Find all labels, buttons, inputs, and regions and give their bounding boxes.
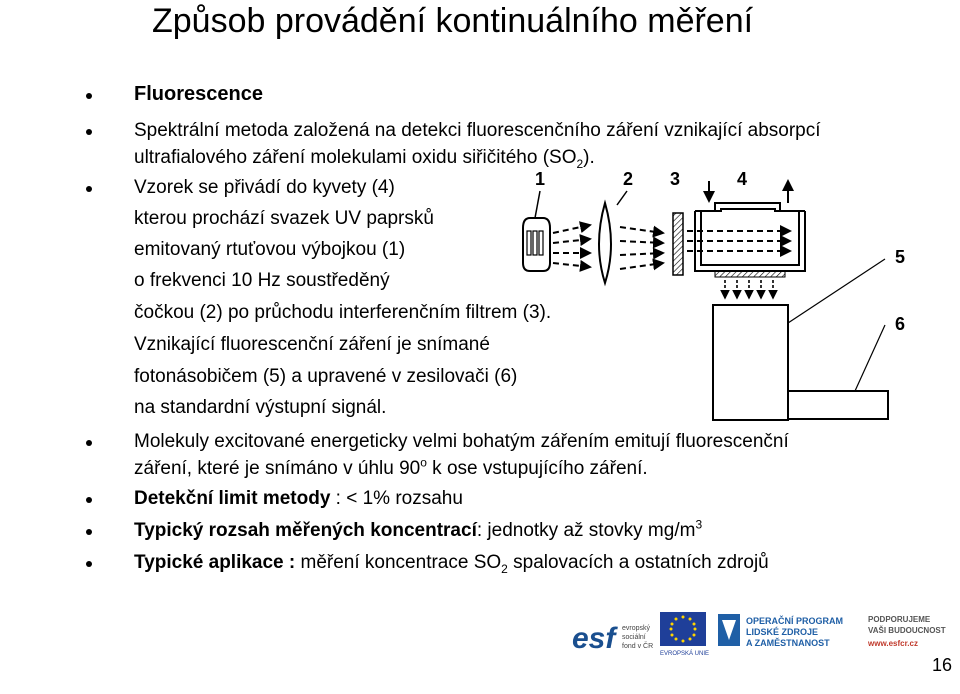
- bullet-fluorescence: Fluorescence: [134, 83, 263, 105]
- svg-text:VAŠI BUDOUCNOST: VAŠI BUDOUCNOST: [868, 626, 946, 635]
- uv-beams-3: [687, 231, 790, 251]
- amplifier: [788, 391, 888, 419]
- subscript: 2: [576, 156, 584, 171]
- sample-line-5: čočkou (2) po průchodu interferenčním filtrem (3).: [134, 302, 552, 323]
- molecules-text: záření, které je snímáno v úhlu 90: [134, 458, 421, 479]
- bullet-detection: [134, 484, 463, 513]
- bullet-spectral-line1: Spektrální metoda založená na detekci fluorescenčního záření vznikající absorpcí: [134, 120, 821, 141]
- molecules-text-end: k ose vstupujícího záření.: [426, 458, 648, 479]
- bullet-dot: [86, 129, 92, 135]
- bullet-applications: [134, 548, 769, 577]
- apps-rest: měření koncentrace SO: [295, 552, 502, 573]
- bullet-molecules-line2: [134, 454, 648, 483]
- sample-line-1: Vzorek se přivádí do kyvety (4): [134, 177, 395, 198]
- spectral-text: ultrafialového záření molekulami oxidu siřičitého (SO: [134, 147, 577, 168]
- svg-text:A ZAMĚSTNANOST: A ZAMĚSTNANOST: [746, 638, 830, 648]
- eu-flag-icon: [660, 612, 709, 657]
- uv-beams-2: [620, 227, 663, 269]
- fluorescence-arrows: [725, 280, 773, 298]
- svg-text:evropský: evropský: [622, 625, 651, 632]
- mercury-lamp: [523, 218, 550, 271]
- range-bold: Typický rozsah měřených koncentrací: [134, 520, 477, 541]
- detection-rest: : < 1% rozsahu: [330, 488, 463, 509]
- bullet-dot: [86, 497, 92, 503]
- label-4: 4: [737, 169, 748, 189]
- label-3: 3: [670, 169, 681, 189]
- svg-text:PODPORUJEME: PODPORUJEME: [868, 615, 931, 624]
- photomultiplier: [713, 305, 788, 420]
- bullet-dot: [86, 440, 92, 446]
- svg-text:esf: esf: [572, 622, 616, 655]
- interference-filter: [673, 213, 683, 275]
- esf-logo: [572, 622, 653, 655]
- support-text: [867, 615, 946, 648]
- svg-text:EVROPSKÁ UNIE: EVROPSKÁ UNIE: [660, 651, 710, 657]
- svg-text:www.esfcr.cz: www.esfcr.cz: [868, 639, 918, 648]
- svg-text:OPERAČNÍ PROGRAM: OPERAČNÍ PROGRAM: [746, 616, 844, 626]
- fluorescence-analyzer-diagram: [505, 163, 925, 433]
- sample-line-3: emitovaný rtuťovou výbojkou (1): [134, 239, 406, 260]
- label-6: 6: [895, 314, 906, 334]
- sample-line-7: fotonásobičem (5) a upravené v zesilovači (6): [134, 366, 518, 387]
- uv-beams-1: [553, 225, 590, 267]
- svg-text:fond v ČR: fond v ČR: [622, 643, 654, 650]
- bullet-range: [134, 516, 702, 545]
- label-5: 5: [895, 247, 906, 267]
- superscript: o: [420, 455, 427, 470]
- sample-line-6: Vznikající fluorescenční záření je snímané: [134, 334, 490, 355]
- bullet-molecules-line1: Molekuly excitované energeticky velmi bohatým zářením emitují fluorescenční: [134, 431, 789, 452]
- op-lzz-logo: [718, 614, 843, 648]
- cuvette: [695, 203, 805, 271]
- bullet-dot: [86, 561, 92, 567]
- detection-bold: Detekční limit metody: [134, 488, 331, 509]
- svg-text:LIDSKÉ ZDROJE: LIDSKÉ ZDROJE: [746, 627, 819, 637]
- sample-line-2: kterou prochází svazek UV paprsků: [134, 208, 434, 229]
- sample-line-4: o frekvenci 10 Hz soustředěný: [134, 270, 390, 291]
- bullet-dot: [86, 529, 92, 535]
- lens: [599, 203, 611, 283]
- spectral-text-end: ).: [583, 147, 595, 168]
- range-rest: : jednotky až stovky mg/m: [476, 520, 696, 541]
- superscript: 3: [695, 517, 703, 532]
- apps-bold: Typické aplikace :: [134, 552, 296, 573]
- label-2: 2: [623, 169, 634, 189]
- apps-rest-end: spalovacích a ostatních zdrojů: [507, 552, 769, 573]
- sample-line-8: na standardní výstupní signál.: [134, 397, 387, 418]
- page-number: 16: [931, 655, 952, 675]
- subscript: 2: [501, 561, 508, 576]
- bullet-dot: [86, 186, 92, 192]
- svg-text:sociální: sociální: [622, 634, 646, 641]
- slide-title: Způsob provádění kontinuálního měření: [152, 2, 754, 40]
- esf-footer-logos: [568, 604, 960, 660]
- label-1: 1: [535, 169, 546, 189]
- bullet-dot: [86, 93, 92, 99]
